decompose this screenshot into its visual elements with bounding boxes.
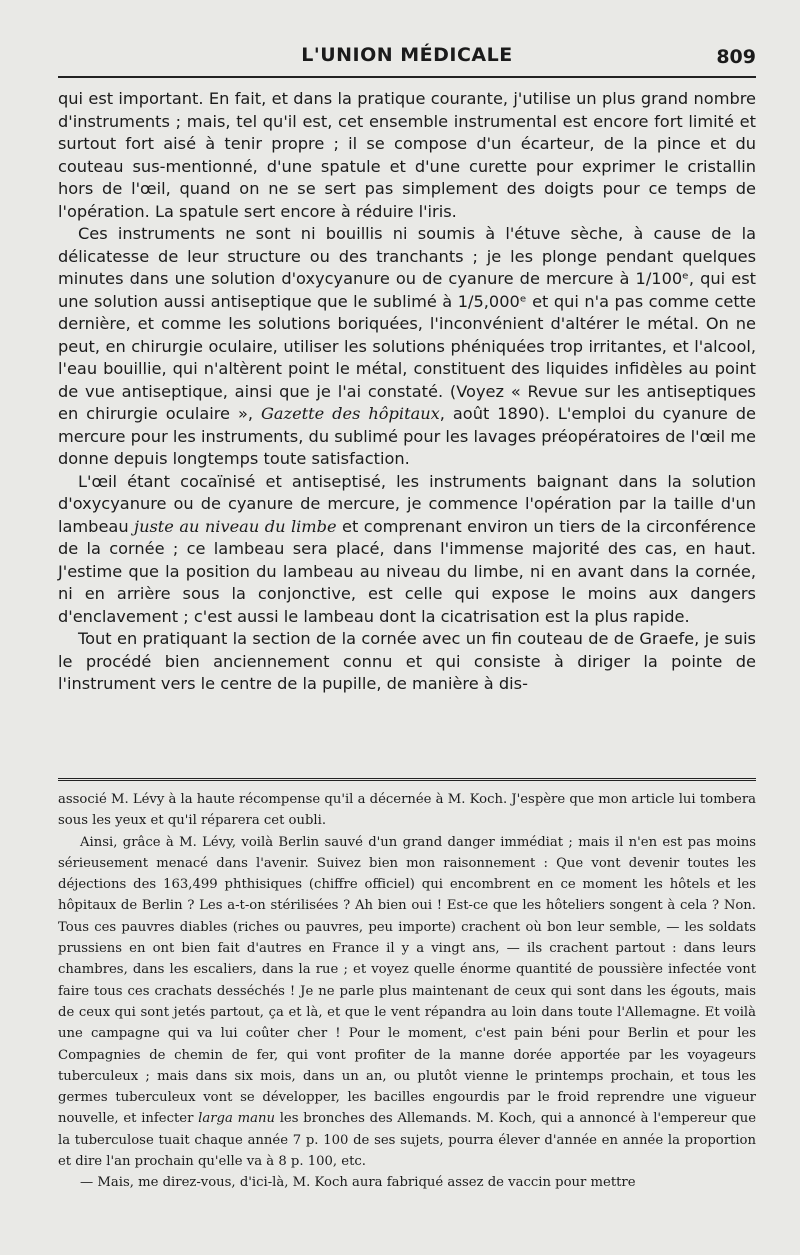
text-run: L'œil étant cocaïnisé et antiseptisé, les instruments baignant dans la solution d'oxycyanure ou de cyanure de mercure, je commence l'opération par la taille d'un lambeau [58, 471, 756, 536]
footnote-paragraph [58, 832, 756, 1173]
body-paragraph [58, 223, 756, 471]
running-title: L'UNION MÉDICALE [301, 44, 513, 66]
body-paragraph [58, 471, 756, 629]
body-paragraph: Tout en pratiquant la section de la cornée avec un fin couteau de de Graefe, je suis le procédé bien anciennement connu et qui consiste à diriger la pointe de l'instrument vers le centre de la pupille, de manière à dis- [58, 629, 756, 693]
page-number: 809 [716, 46, 756, 68]
main-text [58, 88, 756, 696]
italic-title: Gazette des hôpitaux [260, 404, 440, 423]
body-paragraph: qui est important. En fait, et dans la pratique courante, j'utilise un plus grand nombre d'instruments ; mais, tel qu'il est, cet ensemble instrumental est encore fort limité et surtout fort aisé à tenir propre ; il se compose d'un écarteur, de la pince et du couteau sus-mentionné, d'une spatule et d'une curette pour exprimer le cristallin hors de l'œil, quand on ne se sert pas simplement des doigts pour ce temps de l'opération. La spatule sert encore à réduire l'iris. [58, 89, 756, 221]
text-run: , août 1890). L'emploi du cyanure de mercure pour les instruments, du sublimé pour les lavages préopératoires de l'œil me donne depuis longtemps toute satisfaction. [58, 404, 756, 468]
text-run: Ainsi, grâce à M. Lévy, voilà Berlin sauvé d'un grand danger immédiat ; mais il n'en est pas moins sérieusement menacé dans l'avenir. Suivez bien mon raisonnement : Que vont devenir toutes les déjections des 163,499 phthisiques (chiffre officiel) qui encombrent en ce moment les hôtels et les hôpitaux de Berlin ? Les a-t-on stérilisées ? Ah bien oui ! Est-ce que les hôteliers songent à cela ? Non. Tous ces pauvres diables (riches ou pauvres, peu importe) crachent où bon leur semble, — les soldats prussiens en ont bien fait d'autres en France il y a vingt ans, — ils crachent partout : dans leurs chambres, dans les escaliers, dans la rue ; et voyez quelle énorme quantité de poussière infectée vont faire tous ces crachats desséchés ! Je ne parle plus maintenant de ceux qui sont dans les égouts, mais de ceux qui sont jetés partout, ça et là, et que le vent répandra au loin dans toute l'Allemagne. Et voilà une campagne qui va lui coûter cher ! Pour le moment, c'est pain béni pour Berlin et pour les Compagnies de chemin de fer, qui vont profiter de la manne dorée apportée par les voyageurs tuberculeux ; mais dans six mois, dans un an, ou plutôt vienne le printemps prochain, et tous les germes tuberculeux vont se développer, les bacilles engourdis par le froid reprendre une vigueur nouvelle, et infecter [58, 834, 756, 1127]
italic-emphasis: juste au niveau du limbe [134, 516, 337, 536]
header-rule [58, 76, 756, 78]
footnote [58, 789, 756, 1194]
footnote-paragraph: — Mais, me direz-vous, d'ici-là, M. Koch aura fabriqué assez de vaccin pour mettre [80, 1175, 636, 1191]
italic-phrase: larga manu [198, 1111, 275, 1127]
footnote-paragraph: associé M. Lévy à la haute récompense qu'il a décernée à M. Koch. J'espère que mon article lui tombera sous les yeux et qu'il réparera cet oubli. [58, 792, 756, 829]
text-run: Ces instruments ne sont ni bouillis ni soumis à l'étuve sèche, à cause de la délicatesse de leur structure ou des tranchants ; je les plonge pendant quelques minutes dans une solution d'oxycyanure ou de cyanure de mercure à 1/100ᵉ, qui est une solution aussi antiseptique que le sublimé à 1/5,000ᵉ et qui n'a pas comme cette dernière, et comme les solutions boriquées, l'inconvénient d'altérer le métal. On ne peut, en chirurgie oculaire, utiliser les solutions phéniquées trop irritantes, et l'alcool, l'eau bouillie, qui n'altèrent point le métal, constituent des liquides infidèles au point de vue antiseptique, ainsi que je l'ai constaté. (Voyez « Revue sur les antiseptiques en chirurgie oculaire », [58, 224, 756, 423]
running-header [58, 44, 756, 74]
footnote-separator [58, 778, 756, 781]
text-run: et comprenant environ un tiers de la circonférence de la cornée ; ce lambeau sera placé, dans l'immense majorité des cas, en haut. J'estime que la position du lambeau au niveau du limbe, ni en avant dans la cornée, ni en arrière sous la conjonctive, est celle qui expose le moins aux dangers d'enclavement ; c'est aussi le lambeau dont la cicatrisation est la plus rapide. [58, 516, 756, 626]
text-run: les bronches des Allemands. M. Koch, qui a annoncé à l'empereur que la tuberculose tuait chaque année 7 p. 100 de ses sujets, pourra élever d'année en année la proportion et dire l'an prochain qu'elle va à 8 p. 100, etc. [58, 1111, 757, 1170]
